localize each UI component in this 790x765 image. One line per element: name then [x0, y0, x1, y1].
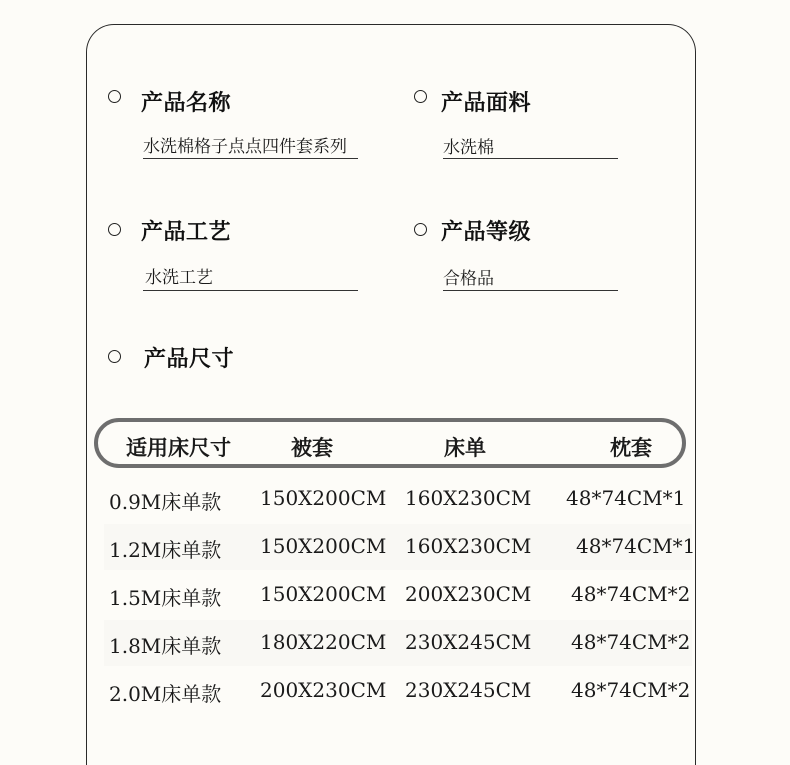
- cell-pillowcase: 48*74CM*2: [571, 582, 691, 606]
- underline: [143, 158, 358, 159]
- cell-duvet-cover: 150X200CM: [260, 486, 387, 510]
- cell-bed-sheet: 160X230CM: [405, 534, 532, 558]
- cell-pillowcase: 48*74CM*1: [576, 534, 696, 558]
- cell-pillowcase: 48*74CM*2: [571, 630, 691, 654]
- field-title-fabric: 产品面料: [441, 91, 532, 116]
- header-bed-size: 适用床尺寸: [126, 435, 231, 460]
- cell-bed-sheet: 230X245CM: [405, 678, 532, 702]
- table-row: [104, 668, 692, 714]
- cell-pillowcase: 48*74CM*1: [566, 486, 686, 510]
- field-value-name: 水洗棉格子点点四件套系列: [143, 137, 347, 157]
- cell-bed-sheet: 160X230CM: [405, 486, 532, 510]
- size-table-header: [94, 418, 686, 468]
- cell-pillowcase: 48*74CM*2: [571, 678, 691, 702]
- field-title-name: 产品名称: [141, 91, 232, 116]
- bullet-circle-icon: [108, 90, 121, 103]
- field-value-process: 水洗工艺: [145, 268, 213, 288]
- field-value-fabric: 水洗棉: [443, 138, 494, 158]
- underline: [443, 158, 618, 159]
- cell-bed-size: 1.8M床单款: [109, 634, 222, 658]
- field-value-grade: 合格品: [443, 269, 494, 289]
- table-row: [104, 572, 692, 618]
- field-title-process: 产品工艺: [141, 220, 232, 245]
- table-row: [104, 620, 692, 666]
- cell-bed-sheet: 200X230CM: [405, 582, 532, 606]
- cell-duvet-cover: 180X220CM: [260, 630, 387, 654]
- bullet-circle-icon: [414, 90, 427, 103]
- header-pillowcase: 枕套: [610, 435, 652, 460]
- cell-bed-size: 1.5M床单款: [109, 586, 222, 610]
- header-bed-sheet: 床单: [444, 435, 486, 460]
- table-row: [104, 524, 696, 570]
- cell-bed-size: 2.0M床单款: [109, 682, 222, 706]
- bullet-circle-icon: [108, 350, 121, 363]
- bullet-circle-icon: [108, 223, 121, 236]
- cell-duvet-cover: 150X200CM: [260, 582, 387, 606]
- cell-bed-sheet: 230X245CM: [405, 630, 532, 654]
- header-duvet-cover: 被套: [291, 435, 333, 460]
- field-title-size: 产品尺寸: [144, 347, 235, 372]
- field-title-grade: 产品等级: [441, 220, 532, 245]
- underline: [443, 290, 618, 291]
- cell-bed-size: 1.2M床单款: [109, 538, 222, 562]
- bullet-circle-icon: [414, 223, 427, 236]
- table-row: [104, 476, 692, 522]
- underline: [143, 290, 358, 291]
- cell-bed-size: 0.9M床单款: [109, 490, 222, 514]
- cell-duvet-cover: 150X200CM: [260, 534, 387, 558]
- cell-duvet-cover: 200X230CM: [260, 678, 387, 702]
